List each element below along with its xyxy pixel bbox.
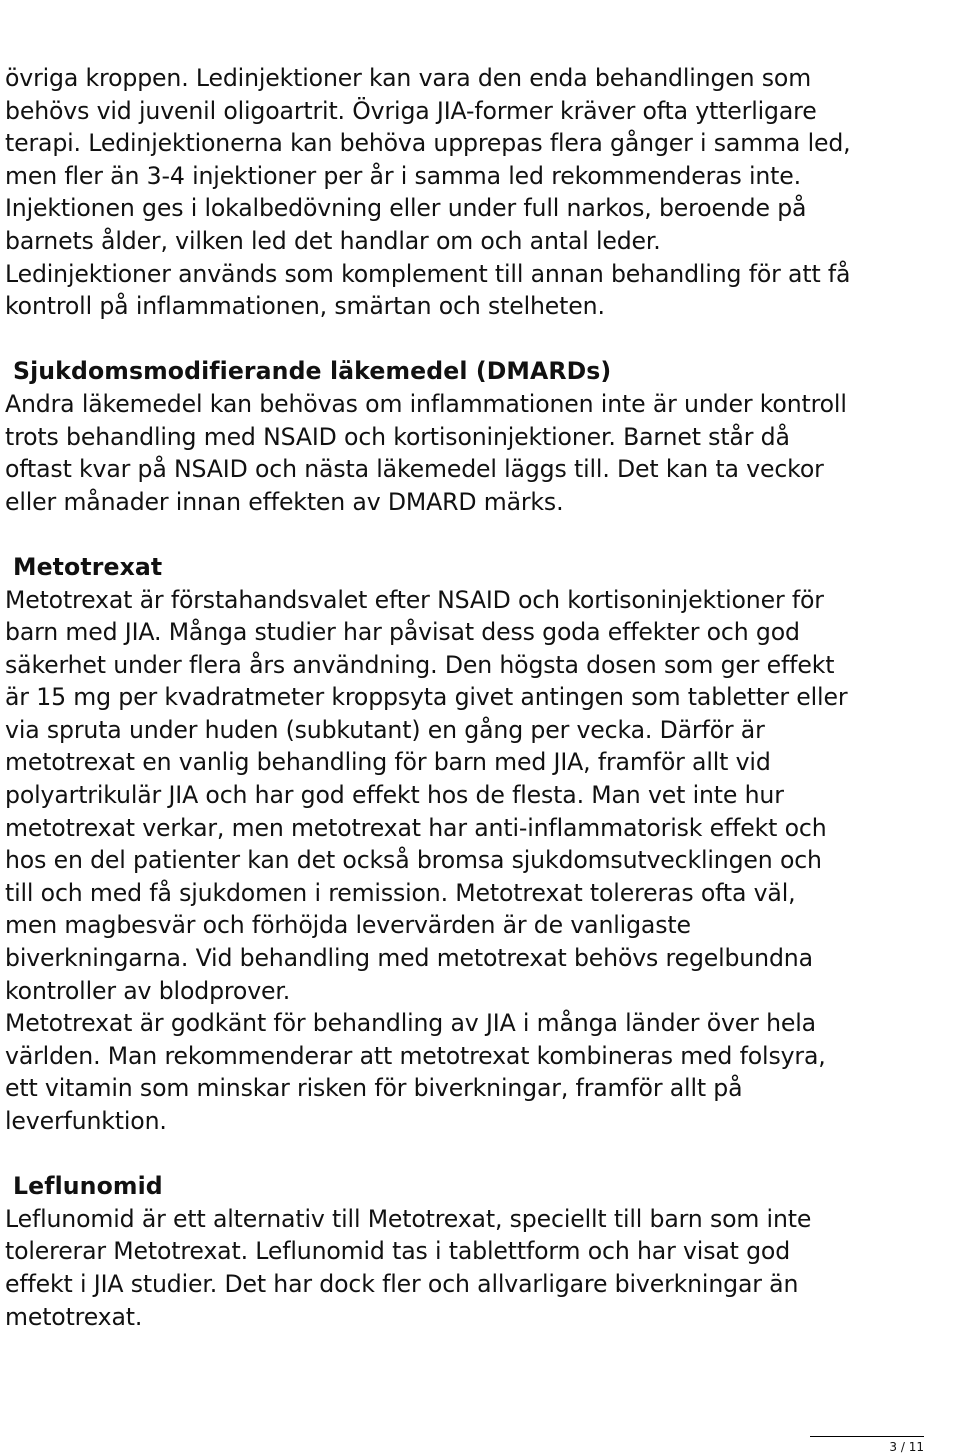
text-line: terapi. Ledinjektionerna kan behöva upprepas flera gånger i samma led, bbox=[5, 129, 851, 158]
text-line: Leflunomid är ett alternativ till Metotrexat, speciellt till barn som inte bbox=[5, 1204, 812, 1233]
text-line: barnets ålder, vilken led det handlar om och antal leder. bbox=[5, 226, 661, 255]
text-line: Andra läkemedel kan behövas om inflammationen inte är under kontroll bbox=[5, 389, 847, 418]
section-spacer bbox=[5, 323, 957, 356]
text-line: oftast kvar på NSAID och nästa läkemedel läggs till. Det kan ta veckor bbox=[5, 455, 824, 484]
text-line: Metotrexat är förstahandsvalet efter NSAID och kortisoninjektioner för bbox=[5, 585, 824, 614]
page-number: 3 / 11 bbox=[889, 1440, 924, 1454]
text-line: hos en del patienter kan det också bromsa sjukdomsutvecklingen och bbox=[5, 846, 822, 875]
text-line: leverfunktion. bbox=[5, 1107, 167, 1135]
text-line: ett vitamin som minskar risken för biverkningar, framför allt på bbox=[5, 1074, 743, 1103]
text-line: till och med få sjukdomen i remission. Metotrexat tolereras ofta väl, bbox=[5, 878, 796, 907]
section-spacer bbox=[5, 518, 957, 551]
metotrexat-heading: Metotrexat bbox=[13, 552, 163, 581]
text-line: eller månader innan effekten av DMARD märks. bbox=[5, 487, 564, 516]
text-line: Ledinjektioner används som komplement till annan behandling för att få bbox=[5, 259, 851, 288]
text-line: övriga kroppen. Ledinjektioner kan vara den enda behandlingen som bbox=[5, 64, 812, 92]
text-line: säkerhet under flera års användning. Den högsta dosen som ger effekt bbox=[5, 650, 835, 679]
text-line: metotrexat en vanlig behandling för barn med JIA, framför allt vid bbox=[5, 748, 771, 777]
text-line: är 15 mg per kvadratmeter kroppsyta givet antingen som tabletter eller bbox=[5, 683, 848, 712]
text-line: kontroller av blodprover. bbox=[5, 976, 291, 1005]
text-line: biverkningarna. Vid behandling med metotrexat behövs regelbundna bbox=[5, 944, 813, 973]
metotrexat-paragraph bbox=[5, 584, 957, 1138]
leflunomid-heading: Leflunomid bbox=[13, 1172, 163, 1201]
text-line: behövs vid juvenil oligoartrit. Övriga JIA-former kräver ofta ytterligare bbox=[5, 96, 817, 125]
text-line: kontroll på inflammationen, smärtan och stelheten. bbox=[5, 292, 605, 321]
text-line: polyartrikulär JIA och har god effekt hos de flesta. Man vet inte hur bbox=[5, 781, 784, 810]
dmards-heading: Sjukdomsmodifierande läkemedel (DMARDs) bbox=[13, 357, 612, 386]
document-page bbox=[5, 62, 957, 1333]
dmards-paragraph bbox=[5, 388, 957, 518]
text-line: metotrexat verkar, men metotrexat har anti-inflammatorisk effekt och bbox=[5, 813, 827, 842]
text-line: tolererar Metotrexat. Leflunomid tas i tablettform och har visat god bbox=[5, 1237, 791, 1266]
text-line: men fler än 3-4 injektioner per år i samma led rekommenderas inte. bbox=[5, 161, 801, 190]
text-line: världen. Man rekommenderar att metotrexat kombineras med folsyra, bbox=[5, 1041, 826, 1070]
intro-paragraph bbox=[5, 62, 957, 323]
footer-rule bbox=[810, 1436, 924, 1437]
text-line: men magbesvär och förhöjda levervärden är de vanligaste bbox=[5, 911, 691, 940]
text-line: via spruta under huden (subkutant) en gång per vecka. Därför är bbox=[5, 715, 765, 744]
text-line: metotrexat. bbox=[5, 1302, 143, 1331]
text-line: Metotrexat är godkänt för behandling av JIA i många länder över hela bbox=[5, 1009, 816, 1038]
text-line: trots behandling med NSAID och kortisoninjektioner. Barnet står då bbox=[5, 422, 790, 451]
text-line: Injektionen ges i lokalbedövning eller under full narkos, beroende på bbox=[5, 194, 807, 223]
text-line: effekt i JIA studier. Det har dock fler och allvarligare biverkningar än bbox=[5, 1269, 799, 1298]
section-spacer bbox=[5, 1138, 957, 1171]
leflunomid-paragraph bbox=[5, 1203, 957, 1333]
text-line: barn med JIA. Många studier har påvisat dess goda effekter och god bbox=[5, 618, 800, 647]
